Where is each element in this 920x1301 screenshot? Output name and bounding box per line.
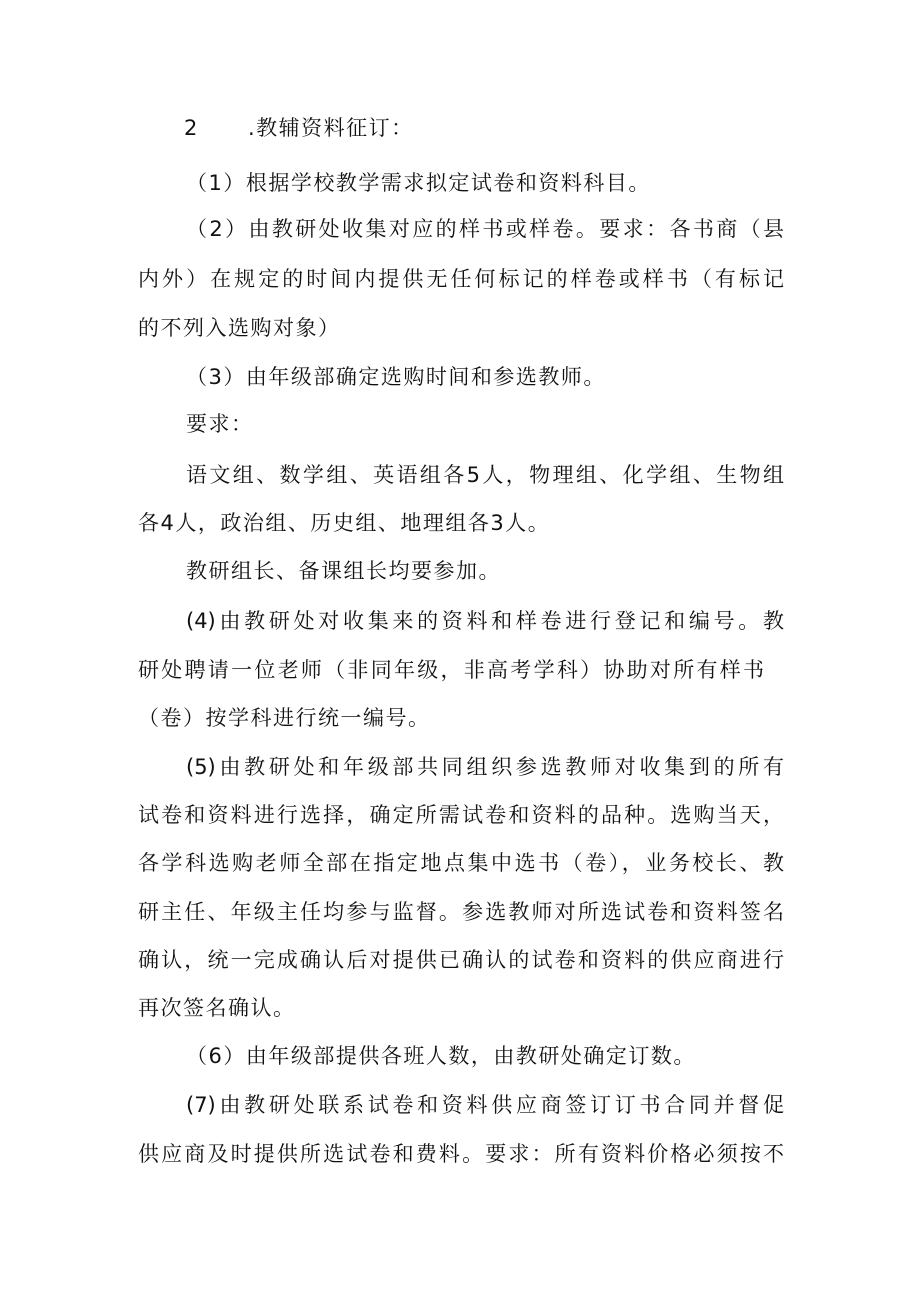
paragraph-line: 供应商及时提供所选试卷和费料。要求：所有资料价格必须按不 [138, 1142, 784, 1166]
paragraph-line: （2）由教研处收集对应的样书或样卷。要求：各书商（县 [186, 217, 784, 241]
paragraph-line: 各学科选购老师全部在指定地点集中选书（卷），业务校长、教 [138, 851, 784, 875]
paragraph-line: （卷）按学科进行统一编号。 [138, 706, 431, 730]
paragraph-line: 要求： [186, 412, 254, 436]
paragraph-line: 语文组、数学组、英语组各5人，物理组、化学组、生物组 [186, 463, 784, 487]
paragraph-line: (5)由教研处和年级部共同组织参选教师对收集到的所有 [186, 755, 784, 779]
paragraph-line: 研处聘请一位老师（非同年级，非高考学科）协助对所有样书 [138, 658, 764, 682]
paragraph-line: 教研组长、备课组长均要参加。 [186, 559, 501, 583]
section-heading: .教辅资料征订： [248, 116, 414, 140]
paragraph-line: (7)由教研处联系试卷和资料供应商签订订书合同并督促 [186, 1093, 784, 1117]
paragraph-line: (4)由教研处对收集来的资料和样卷进行登记和编号。教 [186, 609, 784, 633]
heading-number: 2 [184, 116, 198, 140]
paragraph-line: 内外）在规定的时间内提供无任何标记的样卷或样书（有标记 [138, 267, 784, 291]
paragraph-line: （1）根据学校教学需求拟定试卷和资料科目。 [186, 171, 651, 195]
paragraph-line: 的不列入选购对象） [138, 316, 341, 340]
paragraph-line: 研主任、年级主任均参与监督。参选教师对所选试卷和资料签名 [138, 900, 784, 924]
paragraph-line: 各4人，政治组、历史组、地理组各3人。 [138, 511, 551, 535]
paragraph-line: （3）由年级部确定选购时间和参选教师。 [186, 365, 606, 389]
paragraph-line: 确认，统一完成确认后对提供已确认的试卷和资料的供应商进行 [138, 948, 784, 972]
paragraph-line: 再次签名确认。 [138, 996, 296, 1020]
paragraph-line: 试卷和资料进行选择，确定所需试卷和资料的品种。选购当天， [138, 803, 784, 827]
paragraph-line: （6）由年级部提供各班人数，由教研处确定订数。 [186, 1044, 696, 1068]
